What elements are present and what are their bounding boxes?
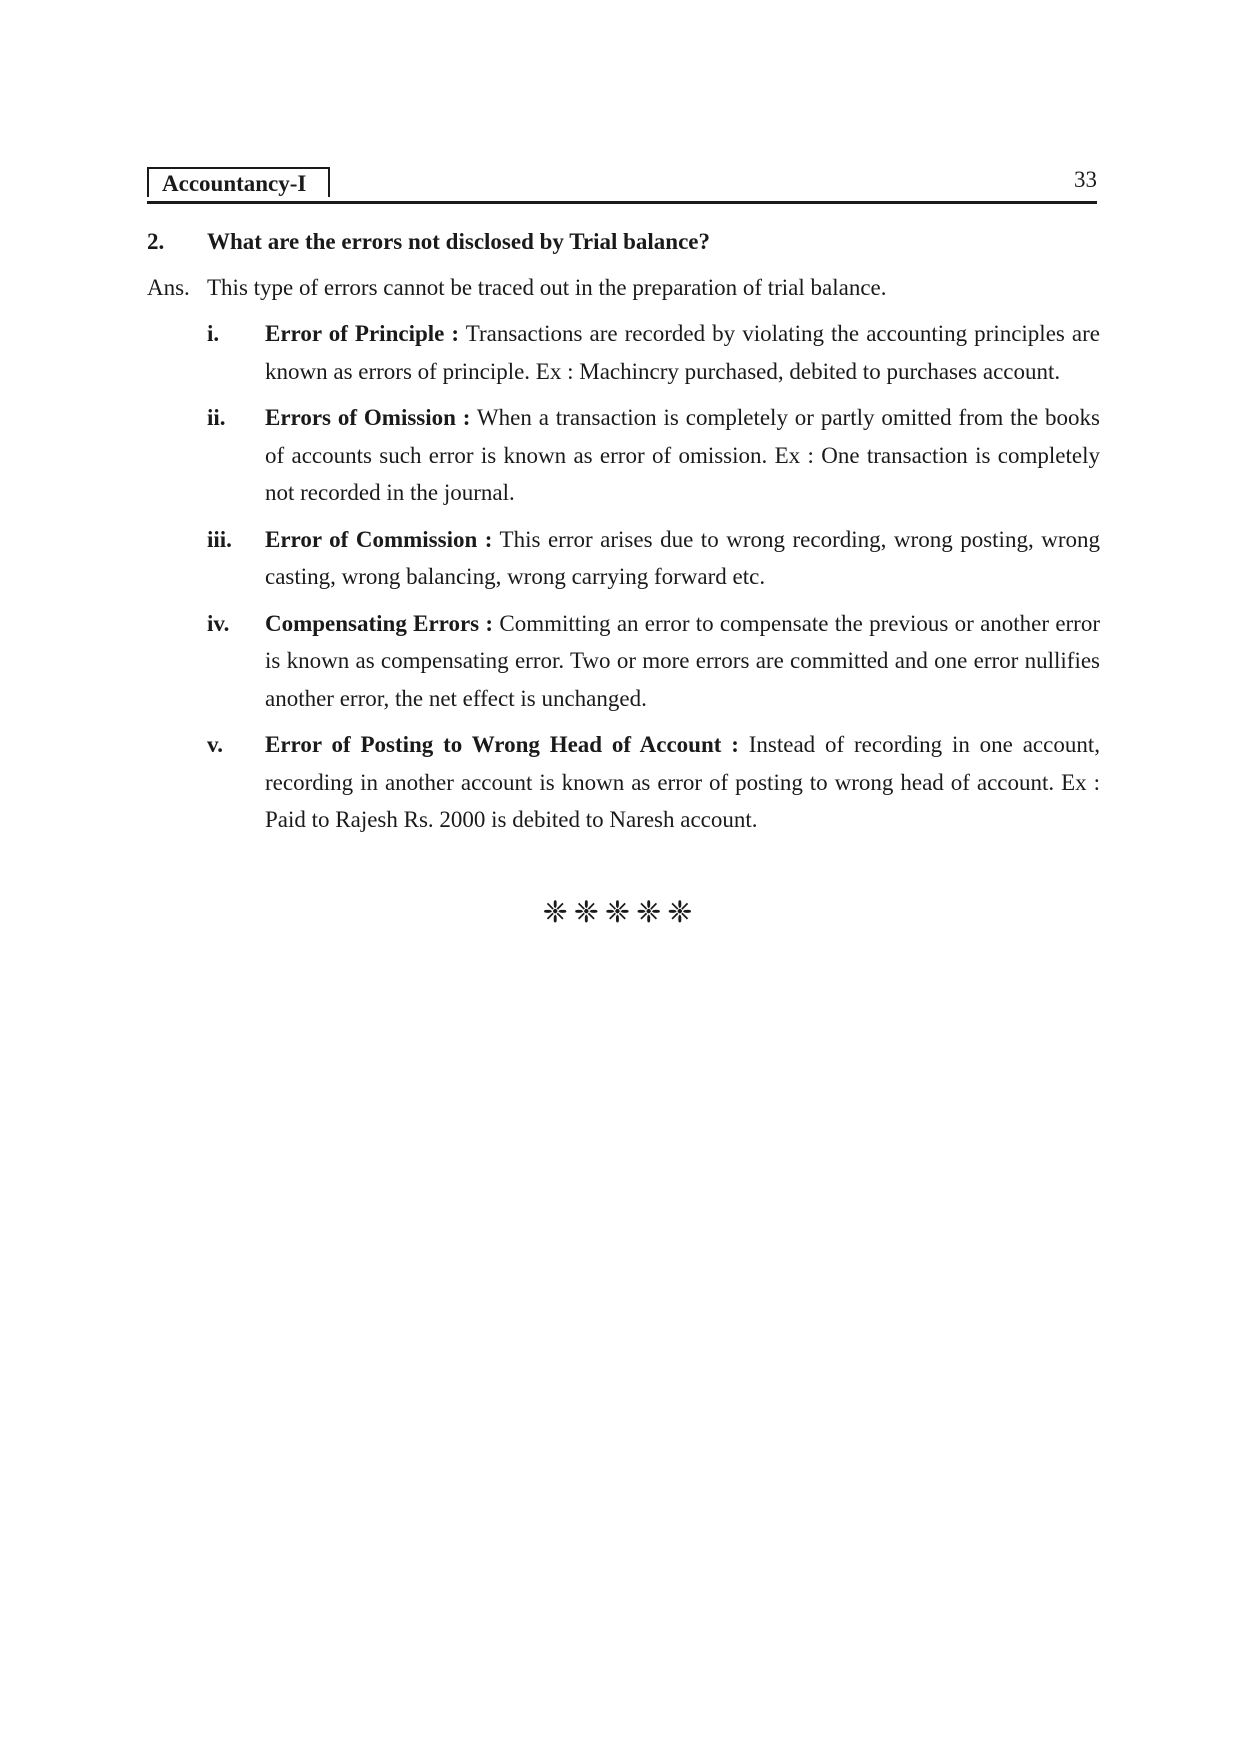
- answer-intro-text: This type of errors cannot be traced out in the preparation of trial balance.: [207, 275, 887, 300]
- item-numeral: v.: [207, 732, 223, 757]
- item-text: This error arises due to wrong recording, wrong posting, wrong casting, wrong balancing, wrong carrying forward etc.: [265, 526, 1100, 589]
- item-term: Compensating Errors :: [265, 610, 494, 636]
- item-text: Transactions are recorded by violating the accounting principles are known as errors of principle. Ex : Machincry purchased, debited to purchases account.: [265, 321, 1100, 384]
- list-item: [207, 399, 1100, 512]
- end-of-section-mark: ❈❈❈❈❈: [542, 895, 699, 930]
- question: [147, 225, 1100, 259]
- item-text: When a transaction is completely or partly omitted from the books of accounts such error is known as error of omission. Ex : One transaction is completely not recorded in the journal.: [265, 405, 1100, 505]
- page-header: [147, 167, 1097, 204]
- page-number: 33: [1074, 167, 1097, 192]
- item-term: Error of Posting to Wrong Head of Account :: [265, 732, 739, 757]
- item-numeral: ii.: [207, 405, 226, 430]
- item-body: [265, 399, 1100, 512]
- item-numeral: iii.: [207, 526, 232, 552]
- item-text: Instead of recording in one account, recording in another account is known as error of posting to wrong head of account. Ex : Paid to Rajesh Rs. 2000 is debited to Naresh account.: [265, 732, 1100, 832]
- item-text: Committing an error to compensate the previous or another error is known as compensating error. Two or more errors are committed and one error nullifies another error, the net effect is unchanged.: [265, 610, 1101, 711]
- answer-intro: [147, 271, 1100, 305]
- question-text: What are the errors not disclosed by Trial balance?: [207, 229, 711, 254]
- item-body: [265, 605, 1100, 718]
- list-item: [207, 521, 1100, 596]
- item-term: Errors of Omission :: [265, 405, 471, 430]
- list-item: [207, 726, 1100, 839]
- page-content: [147, 225, 1100, 848]
- item-body: [265, 521, 1100, 596]
- subject-title: Accountancy-I: [147, 167, 330, 197]
- item-term: Error of Principle :: [265, 321, 460, 346]
- error-list: [207, 315, 1100, 839]
- question-number: 2.: [147, 229, 165, 254]
- item-numeral: i.: [207, 321, 220, 346]
- list-item: [207, 315, 1100, 390]
- answer-label: Ans.: [147, 275, 190, 300]
- item-term: Error of Commission :: [265, 526, 493, 552]
- item-body: [265, 726, 1100, 839]
- item-numeral: iv.: [207, 610, 230, 636]
- item-body: [265, 315, 1100, 390]
- list-item: [207, 605, 1100, 718]
